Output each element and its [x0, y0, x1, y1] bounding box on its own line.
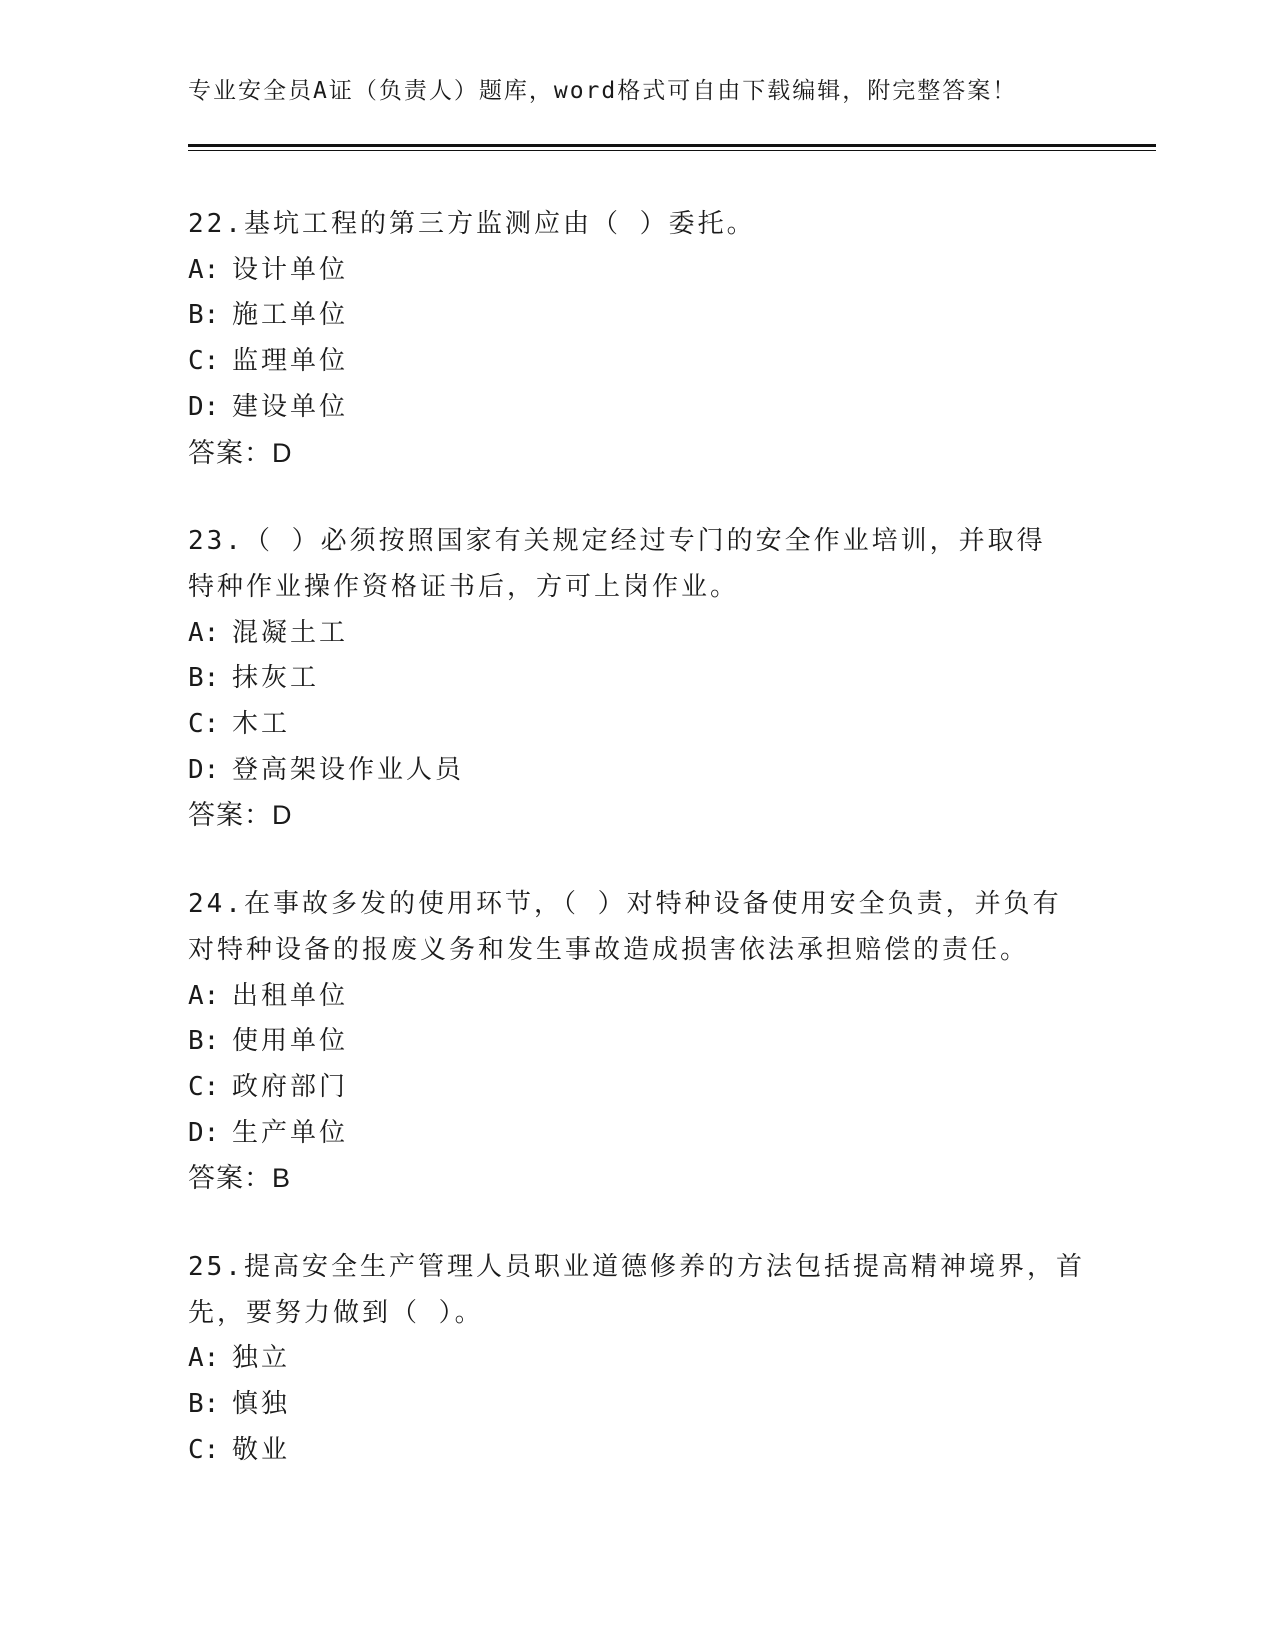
option-text: 敬业 [232, 1434, 291, 1465]
option-text: 登高架设作业人员 [232, 754, 465, 785]
option-d [188, 748, 1088, 794]
stem-line: 特种作业操作资格证书后，方可上岗作业。 [188, 571, 740, 602]
option-label: C: [188, 709, 220, 740]
option-label: C: [188, 1434, 220, 1465]
document-header: 专业安全员A证（负责人）题库，word格式可自由下载编辑，附完整答案！ [188, 78, 1018, 104]
header-divider [188, 144, 1156, 151]
option-label: C: [188, 1071, 220, 1102]
question-stem [188, 202, 1088, 248]
stem-line: 23.（ ）必须按照国家有关规定经过专门的安全作业培训，并取得 [188, 526, 1046, 557]
option-text: 混凝土工 [232, 617, 349, 648]
option-text: 使用单位 [232, 1026, 349, 1057]
question-22 [188, 202, 1088, 476]
question-stem [188, 1245, 1088, 1336]
option-label: C: [188, 346, 220, 377]
option-a [188, 611, 1088, 657]
option-text: 抹灰工 [232, 663, 320, 694]
answer: 答案：D [188, 437, 293, 468]
option-label: B: [188, 1389, 220, 1420]
option-a [188, 1336, 1088, 1382]
stem-line: 22.基坑工程的第三方监测应由（ ）委托。 [188, 209, 756, 239]
question-25 [188, 1245, 1088, 1474]
option-label: B: [188, 663, 220, 694]
option-b [188, 1019, 1088, 1065]
option-d [188, 385, 1088, 431]
option-text: 施工单位 [232, 300, 349, 331]
stem-line: 先，要努力做到（ ）。 [188, 1297, 484, 1328]
option-a [188, 974, 1088, 1020]
question-list [188, 202, 1088, 1517]
option-b [188, 1382, 1088, 1428]
option-c [188, 339, 1088, 385]
option-text: 建设单位 [232, 391, 349, 422]
option-label: D: [188, 391, 220, 422]
option-text: 设计单位 [232, 254, 349, 285]
option-label: B: [188, 1026, 220, 1057]
option-c [188, 702, 1088, 748]
option-c [188, 1428, 1088, 1474]
option-c [188, 1065, 1088, 1111]
question-stem [188, 882, 1088, 973]
question-24 [188, 882, 1088, 1202]
option-b [188, 293, 1088, 339]
stem-line: 25.提高安全生产管理人员职业道德修养的方法包括提高精神境界，首 [188, 1252, 1085, 1283]
option-text: 监理单位 [232, 346, 349, 377]
question-23 [188, 519, 1088, 839]
option-text: 木工 [232, 709, 291, 740]
question-stem [188, 519, 1088, 610]
option-label: D: [188, 754, 220, 785]
option-b [188, 656, 1088, 702]
option-text: 生产单位 [232, 1117, 349, 1148]
option-label: A: [188, 1343, 220, 1374]
answer: 答案：B [188, 1163, 292, 1194]
option-d [188, 1111, 1088, 1157]
option-a [188, 248, 1088, 294]
option-label: D: [188, 1117, 220, 1148]
answer: 答案：D [188, 800, 293, 831]
option-text: 政府部门 [232, 1071, 349, 1102]
option-label: A: [188, 617, 220, 648]
stem-line: 24.在事故多发的使用环节，（ ）对特种设备使用安全负责，并负有 [188, 889, 1062, 920]
option-label: B: [188, 300, 220, 331]
option-text: 独立 [232, 1343, 291, 1374]
option-label: A: [188, 254, 220, 285]
stem-line: 对特种设备的报废义务和发生事故造成损害依法承担赔偿的责任。 [188, 934, 1030, 965]
option-text: 出租单位 [232, 980, 349, 1011]
option-text: 慎独 [232, 1389, 291, 1420]
option-label: A: [188, 980, 220, 1011]
